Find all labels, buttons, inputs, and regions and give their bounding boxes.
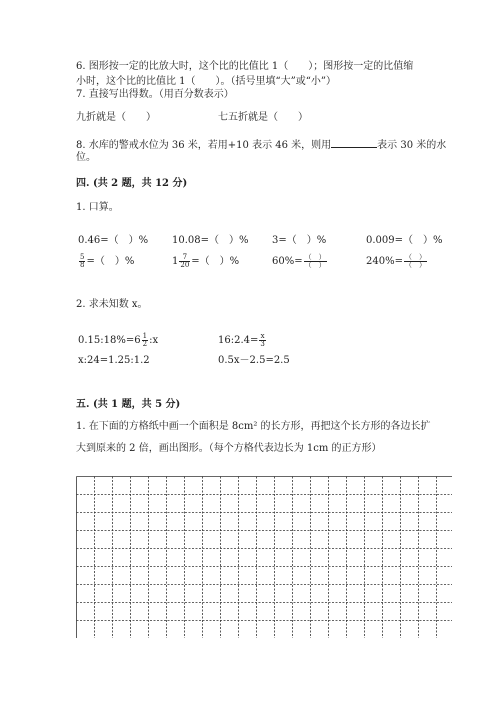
- fraction: $\frac{1}{2}$: [142, 332, 148, 348]
- oral-calc-1: 0.46=（ ）%: [78, 235, 149, 246]
- square-grid-paper[interactable]: [76, 476, 452, 638]
- fraction: $\frac{( )}{( )}$: [404, 253, 426, 269]
- fraction: $\frac{x}{3}$: [260, 332, 265, 348]
- section-4-q1-title: 1. 口算。: [76, 202, 119, 213]
- oral-calc-5: $\frac{5}{8}$ =（ ）%: [80, 253, 135, 269]
- section-4-q2-title: 2. 求未知数 x。: [76, 299, 148, 310]
- equation-3: x:24=1.25:1.2: [78, 355, 150, 366]
- q7-answer-a: 九折就是（ ）: [76, 112, 156, 123]
- oral-calc-4: 0.009=（ ）%: [366, 235, 443, 246]
- q6-line2: 小时，这个比的比值比 1（ ）。（括号里填“大”或“小”）: [76, 76, 336, 87]
- q8-line1-pre: 8. 水库的警戒水位为 36 米，若用+10 表示 46 米，则用: [76, 140, 332, 151]
- q7-answer-b: 七五折就是（ ）: [218, 112, 308, 123]
- section-4-heading: 四. (共 2 题，共 12 分): [76, 178, 188, 189]
- answer-blank[interactable]: [331, 138, 377, 148]
- section-5-heading: 五. (共 1 题，共 5 分): [76, 399, 181, 410]
- q8-line2: 位。: [76, 152, 96, 163]
- section-5-q1-line2: 大到原来的 2 倍，画出图形。（每个方格代表边长为 1cm 的正方形）: [76, 443, 382, 454]
- oral-calc-8: 240%= $\frac{( )}{( )}$: [366, 253, 426, 269]
- q6-line1: 6. 图形按一定的比放大时，这个比的比值比 1（ ）；图形按一定的比值缩: [76, 61, 414, 72]
- equation-4: 0.5x－2.5=2.5: [218, 355, 290, 366]
- fraction: $\frac{( )}{( )}$: [304, 253, 326, 269]
- q8-line1: [76, 138, 446, 152]
- equation-2: 16:2.4= $\frac{x}{3}$: [218, 332, 265, 348]
- oral-calc-3: 3=（ ）%: [272, 235, 327, 246]
- q7-title: 7. 直接写出得数。（用百分数表示）: [76, 89, 234, 100]
- fraction: $\frac{5}{8}$: [80, 253, 85, 269]
- section-5-q1-line1: 1. 在下面的方格纸中画一个面积是 8cm² 的长方形，再把这个长方形的各边长扩: [76, 421, 431, 432]
- equation-1: 0.15:18%=6 $\frac{1}{2}$ :x: [78, 332, 159, 348]
- oral-calc-2: 10.08=（ ）%: [172, 235, 249, 246]
- oral-calc-7: 60%= $\frac{( )}{( )}$: [272, 253, 326, 269]
- oral-calc-6: 1 $\frac{7}{20}$ =（ ）%: [172, 253, 240, 269]
- fraction: $\frac{7}{20}$: [180, 253, 190, 269]
- q8-line1-post: 表示 30 米的水: [377, 140, 447, 151]
